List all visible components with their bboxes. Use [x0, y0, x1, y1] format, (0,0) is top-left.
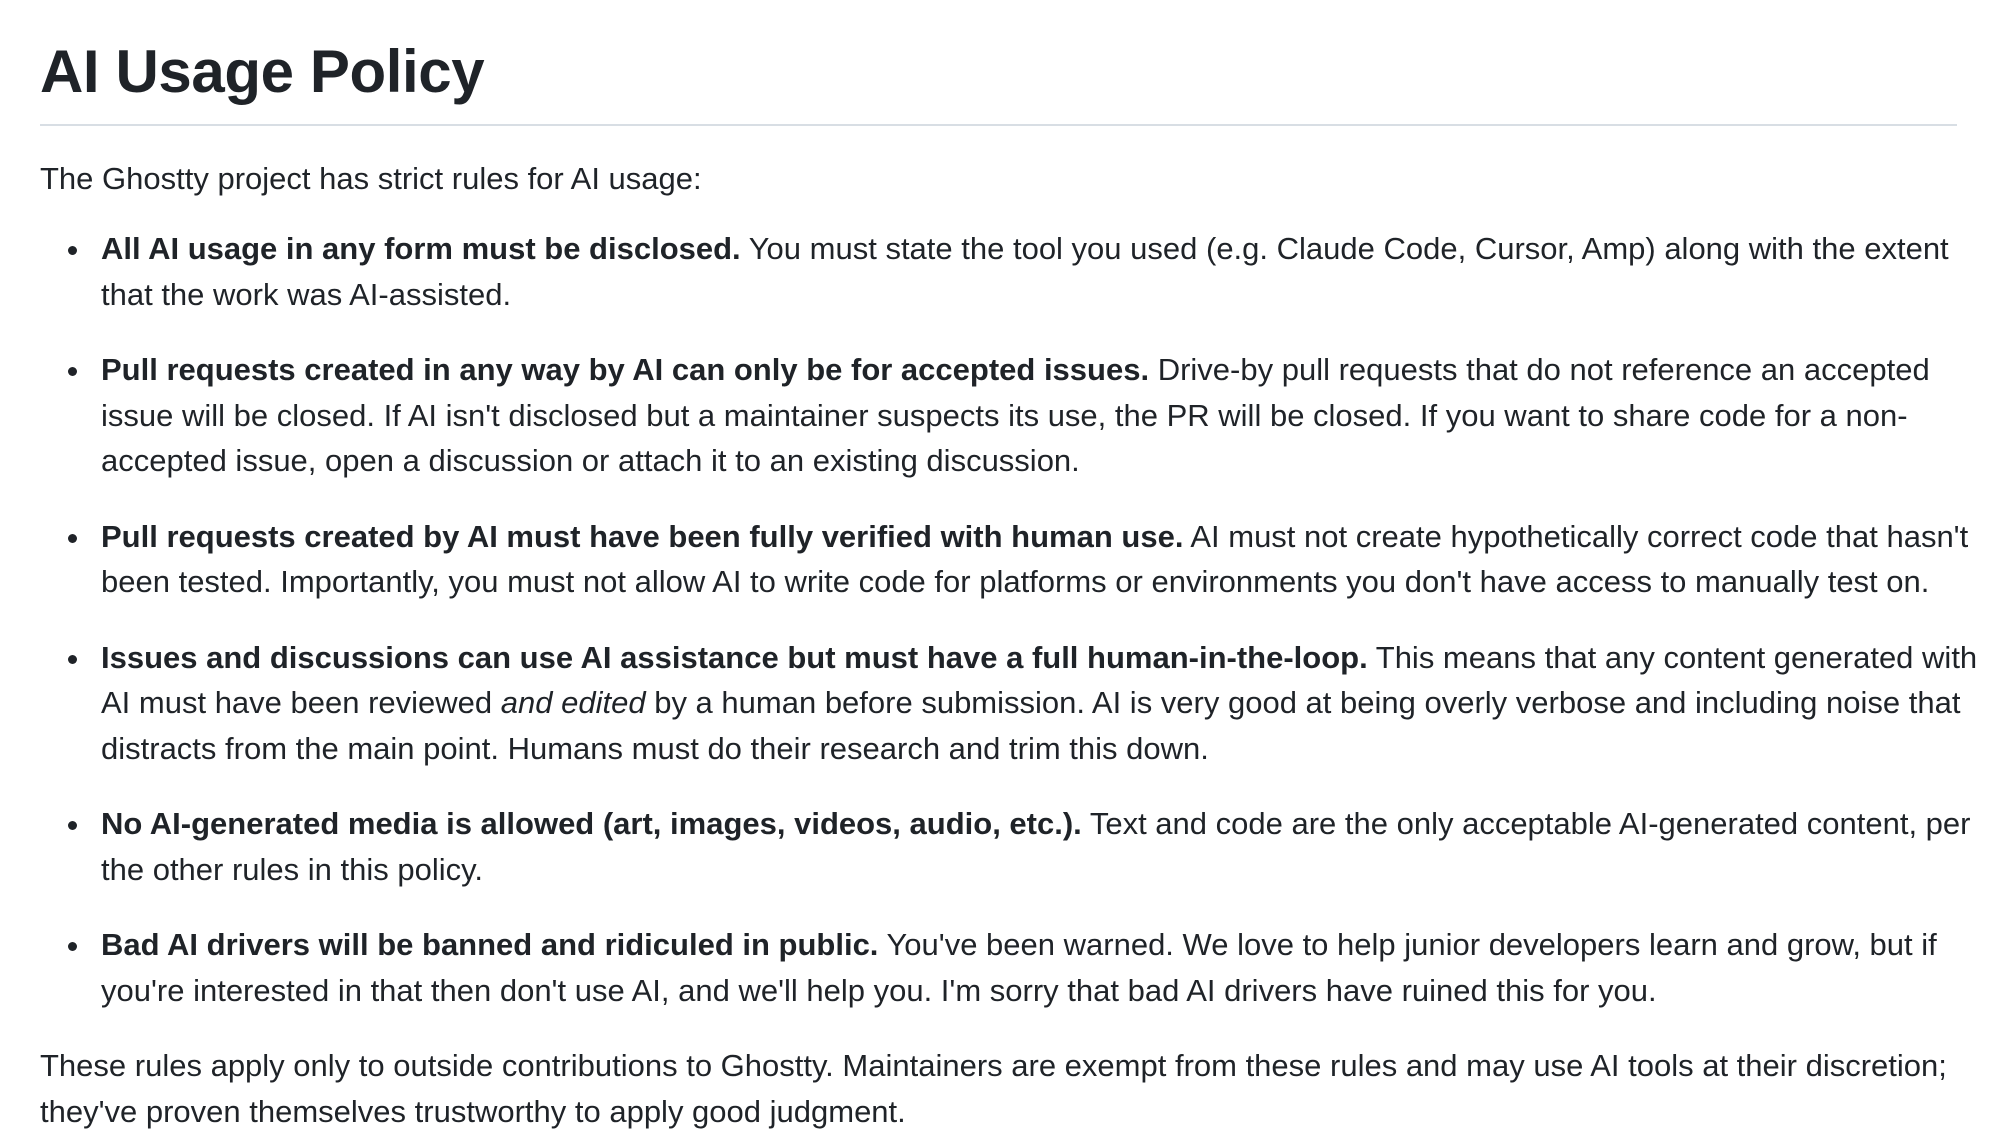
- bullet-icon: [68, 821, 77, 830]
- page-title: AI Usage Policy: [40, 38, 485, 105]
- rule-item: [101, 801, 1981, 892]
- rule-item: [101, 347, 1981, 484]
- rule-text: Drive-by pull requests that do not reference an accepted issue will be closed. If AI isn't disclosed but a maintainer suspects its use, the PR will be closed. If you want to share code for a non-accepted issue, open a discussion or attach it to an existing discussion.: [101, 352, 1930, 478]
- closing-paragraph: These rules apply only to outside contributions to Ghostty. Maintainers are exempt from these rules and may use AI tools at their discretion; they've proven themselves trustworthy to apply good judgment.: [40, 1048, 1947, 1129]
- rule-heading: Bad AI drivers will be banned and ridiculed in public.: [101, 927, 879, 962]
- rule-emphasis: and edited: [500, 685, 646, 720]
- rule-item: [101, 514, 1981, 605]
- rule-item: [101, 922, 1981, 1013]
- rule-heading: No AI-generated media is allowed (art, images, videos, audio, etc.).: [101, 806, 1082, 841]
- rule-heading: Issues and discussions can use AI assistance but must have a full human-in-the-loop.: [101, 639, 1368, 675]
- rule-heading: Pull requests created in any way by AI can only be for accepted issues.: [101, 352, 1150, 387]
- rule-heading: All AI usage in any form must be disclosed.: [101, 231, 741, 266]
- rule-text: by a human before submission. AI is very good at being overly verbose and including noise that distracts from the main point. Humans must do their research and trim this down.: [101, 685, 1961, 766]
- title-divider: [40, 124, 1957, 126]
- bullet-icon: [68, 246, 77, 255]
- rule-text: AI must not create hypothetically correct code that hasn't been tested. Importantly, you must not allow AI to write code for platforms or environments you don't have access to manually test on.: [101, 518, 1969, 599]
- rule-text: You've been warned. We love to help junior developers learn and grow, but if you're interested in that then don't use AI, and we'll help you. I'm sorry that bad AI drivers have ruined this for you.: [101, 927, 1937, 1008]
- bullet-icon: [68, 367, 77, 376]
- rule-text: You must state the tool you used (e.g. Claude Code, Cursor, Amp) along with the extent that the work was AI-assisted.: [101, 231, 1949, 312]
- bullet-icon: [68, 655, 77, 664]
- bullet-icon: [68, 942, 77, 951]
- rule-item: [101, 635, 1981, 772]
- rule-text: This means that any content generated with AI must have been reviewed: [101, 639, 1978, 720]
- rules-list: [40, 226, 1978, 1013]
- intro-paragraph: The Ghostty project has strict rules for AI usage:: [40, 161, 702, 196]
- rule-item: [101, 226, 1981, 317]
- rule-text: Text and code are the only acceptable AI-generated content, per the other rules in this policy.: [101, 806, 1971, 887]
- bullet-icon: [68, 534, 77, 543]
- rule-heading: Pull requests created by AI must have been fully verified with human use.: [101, 518, 1184, 554]
